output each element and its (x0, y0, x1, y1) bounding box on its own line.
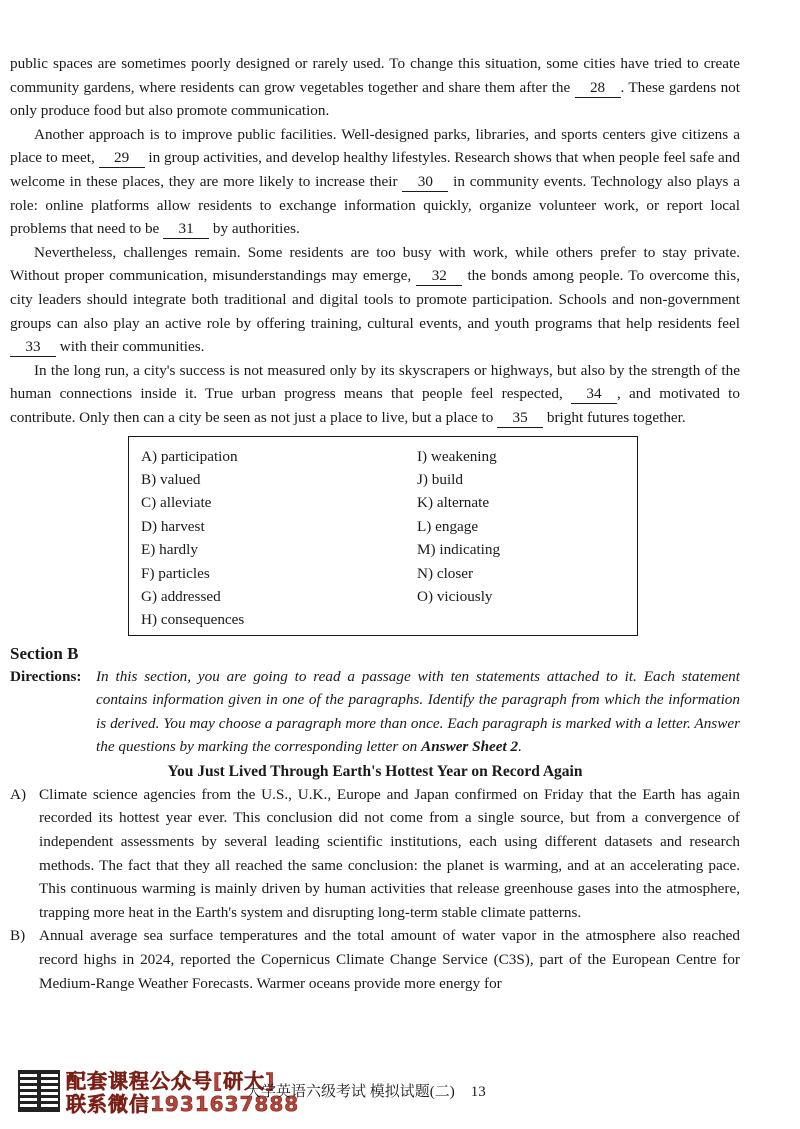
paragraph-letter: B) (10, 927, 26, 945)
word-bank-left-column (141, 445, 244, 632)
option-i: I) weakening (417, 447, 497, 465)
qr-code-icon (18, 1070, 60, 1112)
paragraph-letter: A) (10, 785, 27, 803)
directions-label: Directions: (10, 667, 82, 685)
paragraph-b (10, 924, 740, 995)
answer-sheet-ref: Answer Sheet 2 (421, 738, 519, 756)
exam-page (10, 52, 740, 995)
option-b: B) valued (141, 470, 201, 488)
footer-book-info (246, 1080, 486, 1101)
word-bank-right-column (417, 445, 500, 609)
option-c: C) alleviate (141, 494, 212, 512)
blank-29: 29 (99, 149, 145, 168)
paragraph-challenges: Nevertheless, challenges remain. Some residents are too busy with work, while others prefer to stay private. Without proper communication, misunderstandings may emerge, 32 the bonds among people. To overcome this, city leaders should integrate both traditional and digital tools to promote participation. Schools and non-government groups can also play an active role by offering training, cultural events, and youth programs that help residents feel 33 with their communities. (10, 243, 740, 356)
paragraph-continued: public spaces are sometimes poorly designed or rarely used. To change this situation, some cities have tried to create community gardens, where residents can grow vegetables together and share them after the 28 . These gardens not only produce food but also promote communication. (10, 55, 740, 120)
blank-34: 34 (571, 385, 617, 404)
paragraph-a (10, 783, 740, 925)
option-n: N) closer (417, 564, 474, 582)
paragraph-long-run: In the long run, a city's success is not measured only by its skyscrapers or highways, but also by the strength of the human connections inside it. True urban progress means that people feel respected, 34 , and motivated to contribute. Only then can a city be seen as not just a place to live, but a place to 35 bright futures together. (10, 361, 740, 426)
section-b-heading: Section B (10, 643, 79, 663)
option-o: O) viciously (417, 587, 493, 605)
option-m: M) indicating (417, 541, 501, 559)
blank-31: 31 (163, 220, 209, 239)
option-a: A) participation (141, 447, 238, 465)
directions-text: In this section, you are going to read a passage with ten statements attached to it. Each statement contains information given in one of the paragraphs. Identify the paragraph from which the information is derived. You may choose a paragraph more than once. Each paragraph is marked with a letter. Answer the questions by marking the corresponding letter on Answer Sheet 2. (96, 667, 740, 756)
option-g: G) addressed (141, 587, 221, 605)
paragraph-text: Annual average sea surface temperatures and the total amount of water vapor in the atmosphere also reached record highs in 2024, reported the Copernicus Climate Change Service (C3S), part of the European Centre for Medium-Range Weather Forecasts. Warmer oceans provide more energy for (39, 927, 740, 992)
option-l: L) engage (417, 517, 479, 535)
watermark-line-2: 联系微信1931637888 (66, 1092, 300, 1116)
directions (10, 665, 740, 759)
option-j: J) build (417, 470, 463, 488)
option-e: E) hardly (141, 541, 198, 559)
passage-title: You Just Lived Through Earth's Hottest Year on Record Again (167, 762, 583, 780)
paragraph-facilities: Another approach is to improve public facilities. Well-designed parks, libraries, and sports centers give citizens a place to meet, 29 in group activities, and develop healthy lifestyles. Research shows that when people feel safe and welcome in these places, they are more likely to increase their 30 in community events. Technology also plays a role: online platforms allow residents to exchange information quickly, organize volunteer work, or report local problems that need to be 31 by authorities. (10, 125, 741, 238)
option-f: F) particles (141, 564, 210, 582)
blank-30: 30 (402, 173, 448, 192)
option-h: H) consequences (141, 611, 245, 629)
watermark-line-1: 配套课程公众号[研大] (66, 1069, 276, 1093)
paragraph-text: Climate science agencies from the U.S., U.K., Europe and Japan confirmed on Friday that the Earth has again recorded its hottest year ever. This conclusion did not come from a single source, but from a convergence of independent assessments by several leading scientific institutions, each using different datasets and research methods. The fact that they all reached the same conclusion: the planet is warming, and at an accelerating pace. This continuous warming is mainly driven by human activities that release greenhouse gases into the atmosphere, trapping more heat in the Earth's system and disrupting long-term stable climate patterns. (39, 785, 740, 921)
book-title: 大学英语六级考试 模拟试题(二) (246, 1084, 455, 1100)
blank-33: 33 (10, 338, 56, 357)
option-k: K) alternate (417, 494, 490, 512)
page-number: 13 (470, 1084, 486, 1100)
option-d: D) harvest (141, 517, 205, 535)
word-bank (128, 436, 638, 636)
blank-28: 28 (575, 79, 621, 98)
page-footer (18, 1070, 538, 1122)
blank-32: 32 (416, 267, 462, 286)
blank-35: 35 (497, 409, 543, 428)
